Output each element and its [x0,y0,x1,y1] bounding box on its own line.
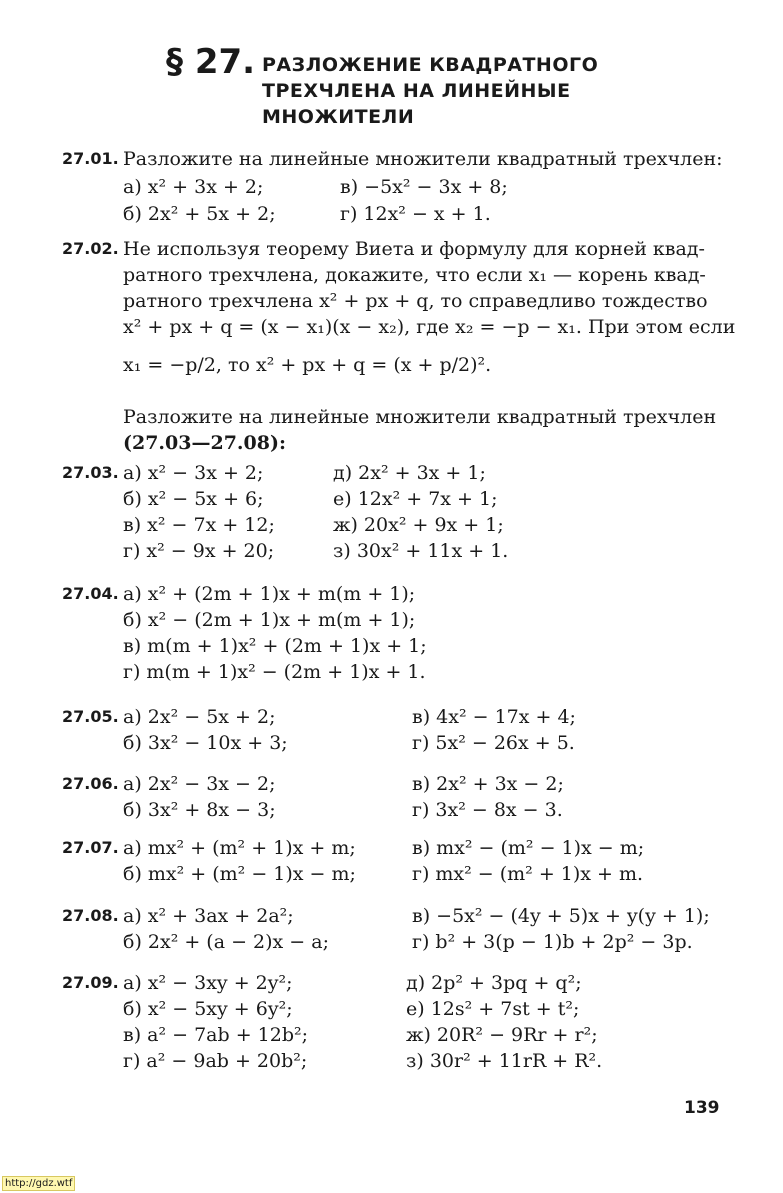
section-title-line-2: ТРЕХЧЛЕНА НА ЛИНЕЙНЫЕ [262,80,571,102]
section-number: § 27. [166,42,256,82]
problem-text-line: x² + px + q = (x − x₁)(x − x₂), где x₂ = −p − x₁. При этом если [123,316,736,338]
problem-item: е) 12x² + 7x + 1; [333,488,498,510]
problem-item: б) 3x² − 10x + 3; [123,732,288,754]
problem-item: в) m(m + 1)x² + (2m + 1)x + 1; [123,635,427,657]
problem-item: а) 2x² − 5x + 2; [123,706,276,728]
problem-number: 27.02. [62,239,119,258]
problem-text-line: ратного трехчлена x² + px + q, то справедливо тождество [123,290,708,312]
problem-item: а) x² − 3xy + 2y²; [123,972,293,994]
problem-text: Разложите на линейные множители квадратный трехчлен: [123,148,723,170]
page-number: 139 [684,1098,720,1118]
problem-item: г) m(m + 1)x² − (2m + 1)x + 1. [123,661,426,683]
problem-item: г) b² + 3(p − 1)b + 2p² − 3p. [412,931,693,953]
problem-item: б) x² − 5xy + 6y²; [123,998,293,1020]
problem-text-line: ратного трехчлена, докажите, что если x₁ — корень квад- [123,264,706,286]
problem-item: б) x² − (2m + 1)x + m(m + 1); [123,609,416,631]
problem-item: д) 2p² + 3pq + q²; [406,972,582,994]
problem-text-line: Не используя теорему Виета и формулу для корней квад- [123,238,705,260]
problem-number: 27.03. [62,463,119,482]
problem-item: а) x² + (2m + 1)x + m(m + 1); [123,583,416,605]
problem-item: д) 2x² + 3x + 1; [333,462,486,484]
problem-number: 27.04. [62,584,119,603]
watermark-link[interactable]: http://gdz.wtf [2,1176,75,1191]
problem-formula: x₁ = −p/2, то x² + px + q = (x + p/2)². [123,354,492,376]
problem-item: б) x² − 5x + 6; [123,488,264,510]
problem-item: ж) 20x² + 9x + 1; [333,514,504,536]
problem-number: 27.09. [62,973,119,992]
problem-item: в) −5x² − 3x + 8; [340,176,508,198]
problem-item: ж) 20R² − 9Rr + r²; [406,1024,598,1046]
problem-item: г) mx² − (m² + 1)x + m. [412,863,644,885]
problem-item: г) 12x² − x + 1. [340,203,491,225]
problem-item: а) x² + 3x + 2; [123,176,264,198]
problem-item: в) a² − 7ab + 12b²; [123,1024,309,1046]
problem-number: 27.08. [62,906,119,925]
problem-item: г) a² − 9ab + 20b²; [123,1050,308,1072]
problem-number: 27.06. [62,774,119,793]
problem-item: б) 3x² + 8x − 3; [123,799,276,821]
problem-item: в) mx² − (m² − 1)x − m; [412,837,645,859]
problem-item: б) 2x² + (a − 2)x − a; [123,931,329,953]
section-title-line-3: МНОЖИТЕЛИ [262,106,415,128]
problem-item: а) 2x² − 3x − 2; [123,773,276,795]
problem-item: в) 4x² − 17x + 4; [412,706,576,728]
problem-item: г) 5x² − 26x + 5. [412,732,575,754]
problem-item: в) 2x² + 3x − 2; [412,773,564,795]
problem-item: б) mx² + (m² − 1)x − m; [123,863,356,885]
problem-item: в) −5x² − (4y + 5)x + y(y + 1); [412,905,710,927]
instruction-line-1: Разложите на линейные множители квадратный трехчлен [123,406,717,428]
problem-item: е) 12s² + 7st + t²; [406,998,580,1020]
problem-number: 27.05. [62,707,119,726]
problem-item: з) 30r² + 11rR + R². [406,1050,603,1072]
problem-item: а) x² − 3x + 2; [123,462,264,484]
section-title-line-1: РАЗЛОЖЕНИЕ КВАДРАТНОГО [262,54,599,76]
problem-item: в) x² − 7x + 12; [123,514,275,536]
problem-item: з) 30x² + 11x + 1. [333,540,509,562]
problem-number: 27.07. [62,838,119,857]
problem-item: б) 2x² + 5x + 2; [123,203,276,225]
problem-number: 27.01. [62,149,119,168]
instruction-line-2: (27.03—27.08): [123,432,286,454]
problem-item: а) x² + 3ax + 2a²; [123,905,294,927]
problem-item: а) mx² + (m² + 1)x + m; [123,837,356,859]
problem-item: г) 3x² − 8x − 3. [412,799,563,821]
problem-item: г) x² − 9x + 20; [123,540,275,562]
